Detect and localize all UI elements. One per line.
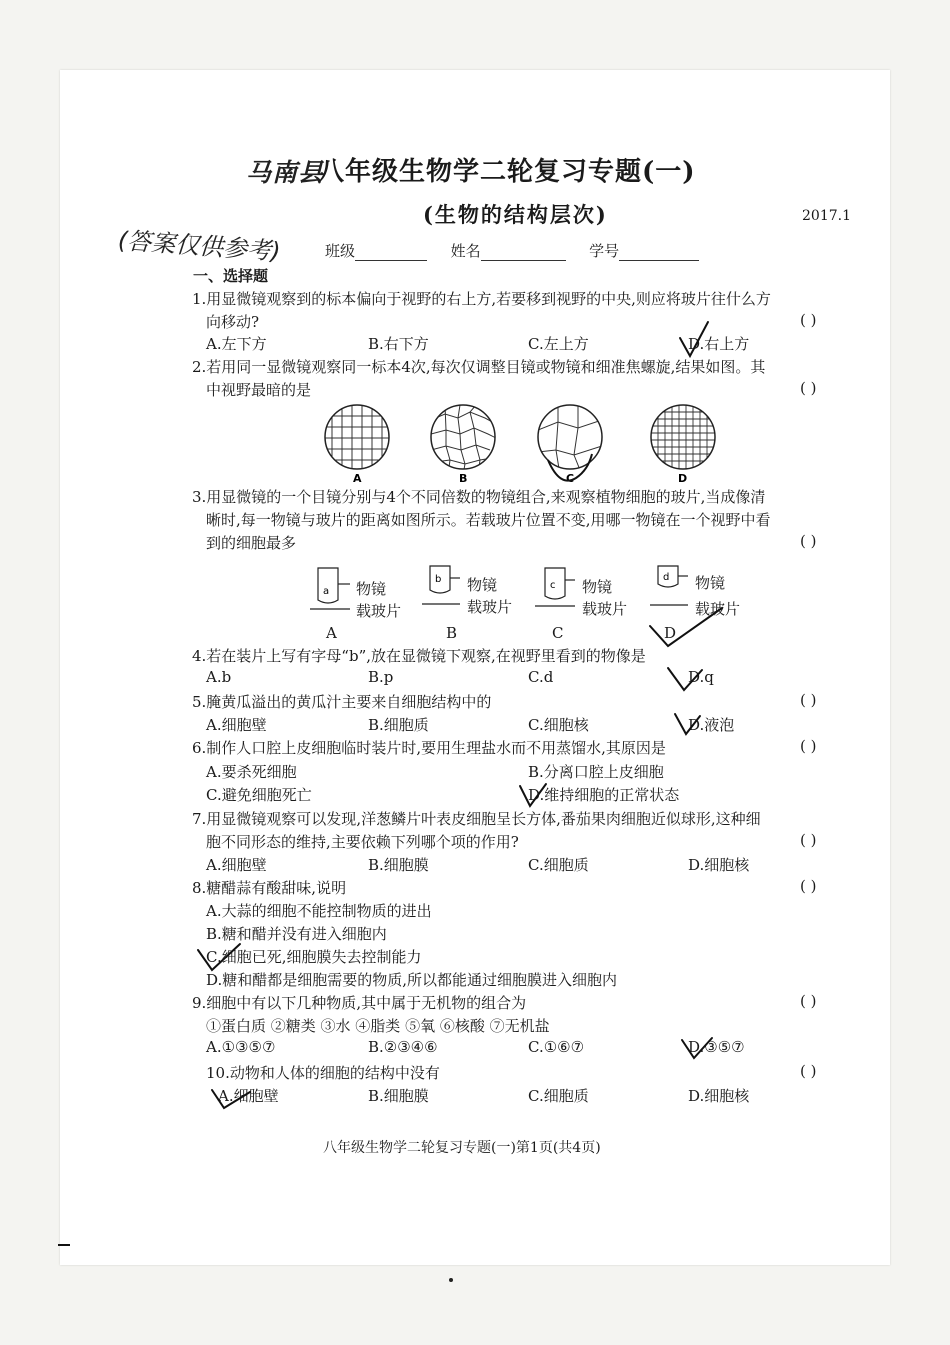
q4-option-d[interactable]: D.q: [688, 668, 714, 686]
q6-option-c[interactable]: C.避免细胞死亡: [206, 786, 312, 804]
page-title: 八年级生物学二轮复习专题(一): [318, 157, 696, 187]
answer-paren-3[interactable]: ( ): [800, 532, 817, 550]
q6-option-d[interactable]: D.维持细胞的正常状态: [528, 786, 680, 804]
answer-paren-6[interactable]: ( ): [800, 737, 817, 755]
q7-option-c[interactable]: C.细胞质: [528, 856, 589, 874]
q10-option-c[interactable]: C.细胞质: [528, 1087, 589, 1105]
answer-paren-7[interactable]: ( ): [800, 831, 817, 849]
question-7-text-line2: 胞不同形态的维持,主要依赖下列哪个项的作用?: [206, 833, 519, 851]
answer-check-mark-q1: [680, 322, 708, 356]
q10-option-a[interactable]: A.细胞壁: [218, 1087, 279, 1105]
question-9-substances: ①蛋白质 ②糖类 ③水 ④脂类 ⑤氧 ⑥核酸 ⑦无机盐: [206, 1017, 550, 1035]
question-3-text: 3.用显微镜的一个目镜分别与4个不同倍数的物镜组合,来观察植物细胞的玻片,当成像清: [192, 488, 766, 506]
question-9-text: 9.细胞中有以下几种物质,其中属于无机物的组合为: [192, 994, 527, 1012]
answer-check-mark-q8: [198, 944, 240, 970]
answer-check-mark-q10: [212, 1090, 250, 1108]
q9-option-d[interactable]: D.③⑤⑦: [688, 1038, 745, 1056]
answer-paren-8[interactable]: ( ): [800, 877, 817, 895]
q5-option-d[interactable]: D.液泡: [688, 716, 735, 734]
question-1-text: 1.用显微镜观察到的标本偏向于视野的右上方,若要移到视野的中央,则应将玻片往什么方: [192, 290, 771, 308]
q9-option-b[interactable]: B.②③④⑥: [368, 1038, 438, 1056]
answer-paren-5[interactable]: ( ): [800, 691, 817, 709]
answer-paren-2[interactable]: ( ): [800, 379, 817, 397]
q4-option-b[interactable]: B.p: [368, 668, 394, 686]
q6-option-a[interactable]: A.要杀死细胞: [206, 763, 297, 781]
question-2-text: 2.若用同一显微镜观察同一标本4次,每次仅调整目镜或物镜和细准焦螺旋,结果如图。其: [192, 358, 766, 376]
q8-option-a[interactable]: A.大蒜的细胞不能控制物质的进出: [206, 902, 432, 920]
answer-paren-10[interactable]: ( ): [800, 1062, 817, 1080]
lens-a-letter: a: [323, 586, 330, 597]
question-3-text-line2: 晰时,每一物镜与玻片的距离如图所示。若载玻片位置不变,用哪一物镜在一个视野中看: [206, 511, 771, 529]
q10-option-b[interactable]: B.细胞膜: [368, 1087, 429, 1105]
question-3-text-line3: 到的细胞最多: [206, 534, 297, 552]
name-label: 姓名: [450, 242, 481, 260]
q3-option-b[interactable]: B: [446, 624, 458, 642]
q3-option-a[interactable]: A: [326, 624, 337, 642]
q8-option-d[interactable]: D.糖和醋都是细胞需要的物质,所以都能通过细胞膜进入细胞内: [206, 971, 618, 989]
slide-a-label: 载玻片: [356, 602, 402, 620]
q7-option-a[interactable]: A.细胞壁: [206, 856, 267, 874]
scan-dot: [449, 1278, 453, 1282]
question-8-text: 8.糖醋蒜有酸甜味,说明: [192, 879, 347, 897]
question-1-text-line2: 向移动?: [206, 313, 260, 331]
q7-option-b[interactable]: B.细胞膜: [368, 856, 429, 874]
lens-b-label: 物镜: [467, 576, 498, 594]
q1-option-b[interactable]: B.右下方: [368, 335, 429, 353]
q5-option-a[interactable]: A.细胞壁: [206, 716, 267, 734]
q8-option-b[interactable]: B.糖和醋并没有进入细胞内: [206, 925, 387, 943]
view-d-label: D: [678, 472, 688, 485]
question-2-text-line2: 中视野最暗的是: [206, 381, 312, 399]
question-7-text: 7.用显微镜观察可以发现,洋葱鳞片叶表皮细胞呈长方体,番茄果肉细胞近似球形,这种细: [192, 810, 761, 828]
q1-option-a[interactable]: A.左下方: [206, 335, 267, 353]
q8-option-c[interactable]: C.细胞已死,细胞膜失去控制能力: [206, 948, 422, 966]
question-4-text: 4.若在装片上写有字母“b”,放在显微镜下观察,在视野里看到的物像是: [192, 647, 646, 665]
handwritten-answer-note: (答案仅供参考): [117, 226, 282, 266]
number-label: 学号: [589, 242, 620, 260]
answer-paren-1[interactable]: ( ): [800, 311, 817, 329]
lens-c-letter: c: [550, 580, 556, 591]
q7-option-d[interactable]: D.细胞核: [688, 856, 750, 874]
handwritten-county: 马南县: [246, 158, 325, 187]
question-5-text: 5.腌黄瓜溢出的黄瓜汁主要来自细胞结构中的: [192, 693, 492, 711]
year-label: 2017.1: [802, 208, 851, 224]
page-footer: 八年级生物学二轮复习专题(一)第1页(共4页): [323, 1140, 601, 1156]
answer-paren-9[interactable]: ( ): [800, 992, 817, 1010]
answer-check-mark-q5: [675, 714, 700, 734]
q1-option-d[interactable]: D.右上方: [688, 335, 750, 353]
slide-c-label: 载玻片: [582, 600, 628, 618]
class-label: 班级: [325, 242, 356, 260]
view-a-label: A: [353, 472, 362, 485]
question-6-text: 6.制作人口腔上皮细胞临时装片时,要用生理盐水而不用蒸馏水,其原因是: [192, 739, 666, 757]
q6-option-b[interactable]: B.分离口腔上皮细胞: [528, 763, 664, 781]
lens-d-label: 物镜: [695, 574, 726, 592]
answer-check-mark-q9: [682, 1038, 712, 1058]
slide-d-label: 载玻片: [695, 600, 741, 618]
lens-b-letter: b: [435, 574, 442, 585]
page-subtitle: (生物的结构层次): [423, 202, 608, 227]
q9-option-c[interactable]: C.①⑥⑦: [528, 1038, 585, 1056]
answer-check-mark-q3: [650, 608, 722, 646]
slide-b-label: 载玻片: [467, 598, 513, 616]
section-heading: 一、选择题: [193, 267, 269, 285]
q5-option-b[interactable]: B.细胞质: [368, 716, 429, 734]
lens-a-label: 物镜: [356, 580, 387, 598]
q1-option-c[interactable]: C.左上方: [528, 335, 589, 353]
q10-option-d[interactable]: D.细胞核: [688, 1087, 750, 1105]
question-10-text: 10.动物和人体的细胞的结构中没有: [206, 1064, 440, 1082]
q5-option-c[interactable]: C.细胞核: [528, 716, 589, 734]
view-b-label: B: [459, 472, 468, 485]
q9-option-a[interactable]: A.①③⑤⑦: [206, 1038, 276, 1056]
lens-d-letter: d: [663, 572, 670, 583]
q3-option-c[interactable]: C: [552, 624, 564, 642]
answer-check-mark-q6: [520, 784, 546, 806]
q3-option-d[interactable]: D: [664, 624, 677, 642]
view-c-label: C: [566, 472, 575, 485]
lens-c-label: 物镜: [582, 578, 613, 596]
q4-option-a[interactable]: A.b: [206, 668, 232, 686]
answer-check-mark-q4: [668, 668, 702, 690]
q4-option-c[interactable]: C.d: [528, 668, 554, 686]
